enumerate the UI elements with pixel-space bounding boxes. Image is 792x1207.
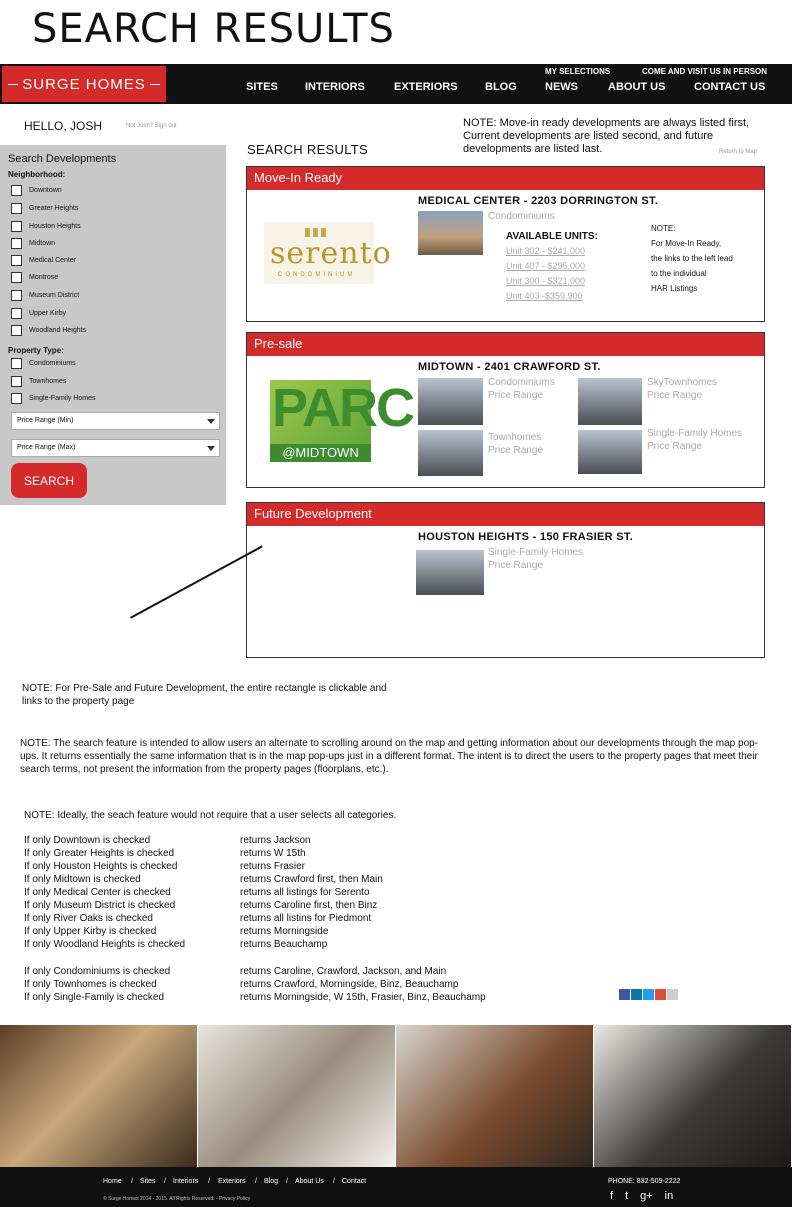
- copyright: © Surge Homes 2014 - 2015. All Rights Reserved. - Privacy Policy: [103, 1196, 251, 1202]
- move-in-ready-header: Move-In Ready: [247, 167, 764, 190]
- future-single-family: Single-Family Homes Price Range: [488, 547, 584, 571]
- rule-result: returns Jackson: [240, 835, 311, 846]
- logo-text: SURGE HOMES: [22, 75, 146, 93]
- footer-separator: /: [286, 1178, 288, 1185]
- future-development-card[interactable]: [246, 502, 765, 658]
- visit-us-link[interactable]: COME AND VISIT US IN PERSON: [642, 67, 768, 76]
- presale-single-family: Single-Family Homes Price Range: [647, 428, 743, 452]
- sign-out-link[interactable]: Not Josh? Sign out: [126, 123, 177, 129]
- checkbox-houston-heights[interactable]: Houston Heights: [11, 221, 81, 232]
- parc-logo-sub: @MIDTOWN: [270, 444, 371, 462]
- kitchen-photo-2: [198, 1025, 396, 1167]
- medical-center-title: MEDICAL CENTER - 2203 DORRINGTON ST.: [418, 195, 659, 207]
- rule-result: returns all listings for Serento: [240, 887, 370, 898]
- kitchen-photo-4: [594, 1025, 792, 1167]
- checkbox-upper-kirby[interactable]: Upper Kirby: [11, 308, 66, 319]
- move-in-type: Condominiums: [488, 211, 555, 222]
- google-plus-icon[interactable]: [655, 989, 666, 1000]
- rule-result: returns Caroline, Crawford, Jackson, and Main: [240, 966, 447, 977]
- sidebar-title: Search Developments: [8, 153, 117, 165]
- annotation-pointer-line: [130, 545, 263, 618]
- note-ideally: NOTE: Ideally, the seach feature would not require that a user selects all categories.: [24, 810, 397, 821]
- page-title: SEARCH RESULTS: [32, 6, 395, 52]
- rule-result: returns W 15th: [240, 848, 306, 859]
- rule-row: If only Townhomes is checked: [24, 979, 157, 990]
- logo[interactable]: [2, 66, 166, 102]
- chevron-down-icon: [207, 446, 215, 451]
- checkbox-midtown[interactable]: Midtown: [11, 238, 55, 249]
- search-button[interactable]: SEARCH: [11, 463, 87, 498]
- rule-row: If only Greater Heights is checked: [24, 848, 175, 859]
- nav-blog[interactable]: BLOG: [485, 81, 517, 93]
- rule-row: If only Midtown is checked: [24, 874, 141, 885]
- twitter-icon[interactable]: t: [625, 1190, 629, 1202]
- checkbox-medical-center[interactable]: Medical Center: [11, 255, 76, 266]
- footer-separator: /: [333, 1178, 335, 1185]
- rule-row: If only Museum District is checked: [24, 900, 176, 911]
- rule-result: returns Frasier: [240, 861, 306, 872]
- neighborhood-label: Neighborhood:: [8, 170, 66, 179]
- presale-townhomes: Townhomes Price Range: [488, 432, 544, 456]
- checkbox-montrose[interactable]: Montrose: [11, 272, 58, 283]
- midtown-title: MIDTOWN - 2401 CRAWFORD ST.: [418, 361, 601, 373]
- checkbox-townhomes[interactable]: Townhomes: [11, 376, 66, 387]
- footer-link-interiors[interactable]: Interiors: [173, 1178, 199, 1185]
- nav-about-us[interactable]: ABOUT US: [608, 81, 666, 93]
- footer-link-about-us[interactable]: About Us: [295, 1178, 324, 1185]
- nav-sites[interactable]: SITES: [246, 81, 278, 93]
- note-ordering: NOTE: Move-in ready developments are always listed first, Current developments are listed second, and future developments are listed last.: [463, 117, 750, 155]
- townhomes-photo: [418, 430, 483, 476]
- condominiums-photo: [418, 378, 483, 425]
- presale-skytownhomes: SkyTownhomes Price Range: [647, 377, 718, 401]
- interior-photo-strip: [0, 1025, 792, 1167]
- rule-result: returns Caroline first, then Binz: [240, 900, 378, 911]
- nav-news[interactable]: NEWS: [545, 81, 578, 93]
- facebook-icon[interactable]: f: [610, 1190, 614, 1202]
- houston-heights-title: HOUSTON HEIGHTS - 150 FRASIER ST.: [418, 531, 634, 543]
- future-development-header: Future Development: [247, 503, 764, 526]
- checkbox-woodland-heights[interactable]: Woodland Heights: [11, 325, 86, 336]
- greeting: HELLO, JOSH: [24, 119, 103, 133]
- rule-result: returns Beauchamp: [240, 939, 328, 950]
- linkedin-icon[interactable]: [631, 989, 642, 1000]
- unit-407-link[interactable]: Unit 407 - $295,000: [506, 261, 586, 271]
- rule-row: If only Woodland Heights is checked: [24, 939, 186, 950]
- parc-logo-word: PARC: [272, 378, 414, 438]
- footer-link-contact[interactable]: Contact: [342, 1178, 367, 1185]
- rule-result: returns Morningside, W 15th, Frasier, Binz, Beauchamp: [240, 992, 486, 1003]
- footer-separator: /: [255, 1178, 257, 1185]
- serento-building-photo: [418, 211, 483, 255]
- skytownhomes-photo: [578, 378, 642, 425]
- rule-row: If only Upper Kirby is checked: [24, 926, 157, 937]
- rule-result: returns Crawford, Morningside, Binz, Beauchamp: [240, 979, 459, 990]
- social-links: [610, 1190, 673, 1202]
- rule-row: If only River Oaks is checked: [24, 913, 153, 924]
- serento-logo-word: serento: [270, 236, 392, 271]
- unit-403-link[interactable]: Unit 403 -$359,900: [506, 291, 583, 301]
- results-heading: SEARCH RESULTS: [247, 142, 368, 157]
- checkbox-museum-district[interactable]: Museum District: [11, 290, 79, 301]
- nav-contact-us[interactable]: CONTACT US: [694, 81, 766, 93]
- note-search-feature: NOTE: The search feature is intended to allow users an alternate to scrolling around on the map and getting information about our developments through the map pop-ups. It returns essentially the same information that is in the map pop-ups just in a different format. The intent is to direct the users to the property pages that meet their search terms, not present the information from the property pages (floorplans, etc.).: [20, 738, 759, 775]
- serento-logo-sub: CONDOMINIUM: [278, 272, 356, 278]
- rule-row: If only Single-Family is checked: [24, 992, 165, 1003]
- nav-interiors[interactable]: INTERIORS: [305, 81, 365, 93]
- unit-302-link[interactable]: Unit 302 - $241,000: [506, 246, 586, 256]
- rule-result: returns all listins for Piedmont: [240, 913, 372, 924]
- price-max-select[interactable]: Price Range (Max): [11, 439, 220, 457]
- rule-row: If only Houston Heights is checked: [24, 861, 178, 872]
- property-type-label: Property Type:: [8, 346, 64, 355]
- footer-separator: /: [208, 1178, 210, 1185]
- share-bar: [619, 989, 678, 1000]
- footer-separator: /: [164, 1178, 166, 1185]
- unit-300-link[interactable]: Unit 300 - $321,000: [506, 276, 586, 286]
- kitchen-photo-1: [0, 1025, 198, 1167]
- footer-link-sites[interactable]: Sites: [140, 1178, 156, 1185]
- google-plus-icon[interactable]: g+: [640, 1190, 653, 1202]
- my-selections-link[interactable]: MY SELECTIONS: [545, 67, 611, 76]
- email-icon[interactable]: [667, 989, 678, 1000]
- footer-separator: /: [131, 1178, 133, 1185]
- rule-row: If only Downtown is checked: [24, 835, 151, 846]
- checkbox-condominiums[interactable]: Condominiums: [11, 358, 76, 369]
- rule-result: returns Crawford first, then Main: [240, 874, 383, 885]
- price-min-select[interactable]: Price Range (Min): [11, 412, 220, 430]
- footer-link-blog[interactable]: Blog: [264, 1178, 279, 1185]
- chevron-down-icon: [207, 419, 215, 424]
- move-in-note: NOTE: For Move-In Ready, the links to the left lead to the individual HAR Listings: [651, 224, 733, 293]
- footer-link-exteriors[interactable]: Exteriors: [218, 1178, 246, 1185]
- kitchen-photo-3: [396, 1025, 594, 1167]
- linkedin-icon[interactable]: in: [664, 1190, 674, 1202]
- rule-row: If only Condominiums is checked: [24, 966, 171, 977]
- single-family-photo: [578, 430, 642, 474]
- presale-header: Pre-sale: [247, 333, 764, 356]
- note-clickable: NOTE: For Pre-Sale and Future Development, the entire rectangle is clickable and links to the property page: [22, 683, 387, 707]
- checkbox-greater-heights[interactable]: Greater Heights: [11, 203, 78, 214]
- checkbox-downtown[interactable]: Downtown: [11, 185, 62, 196]
- presale-condominiums: Condominiums Price Range: [488, 377, 555, 401]
- rule-result: returns Morningside: [240, 926, 329, 937]
- rule-row: If only Medical Center is checked: [24, 887, 171, 898]
- frasier-photo: [416, 550, 484, 595]
- nav-exteriors[interactable]: EXTERIORS: [394, 81, 458, 93]
- twitter-icon[interactable]: [643, 989, 654, 1000]
- return-to-map-link[interactable]: Return to Map: [719, 149, 758, 155]
- footer-link-home[interactable]: Home: [103, 1178, 122, 1185]
- phone-number: PHONE: 832-509-2222: [608, 1178, 681, 1185]
- facebook-icon[interactable]: [619, 989, 630, 1000]
- available-units-label: AVAILABLE UNITS:: [506, 231, 598, 242]
- checkbox-single-family[interactable]: Single-Family Homes: [11, 393, 96, 404]
